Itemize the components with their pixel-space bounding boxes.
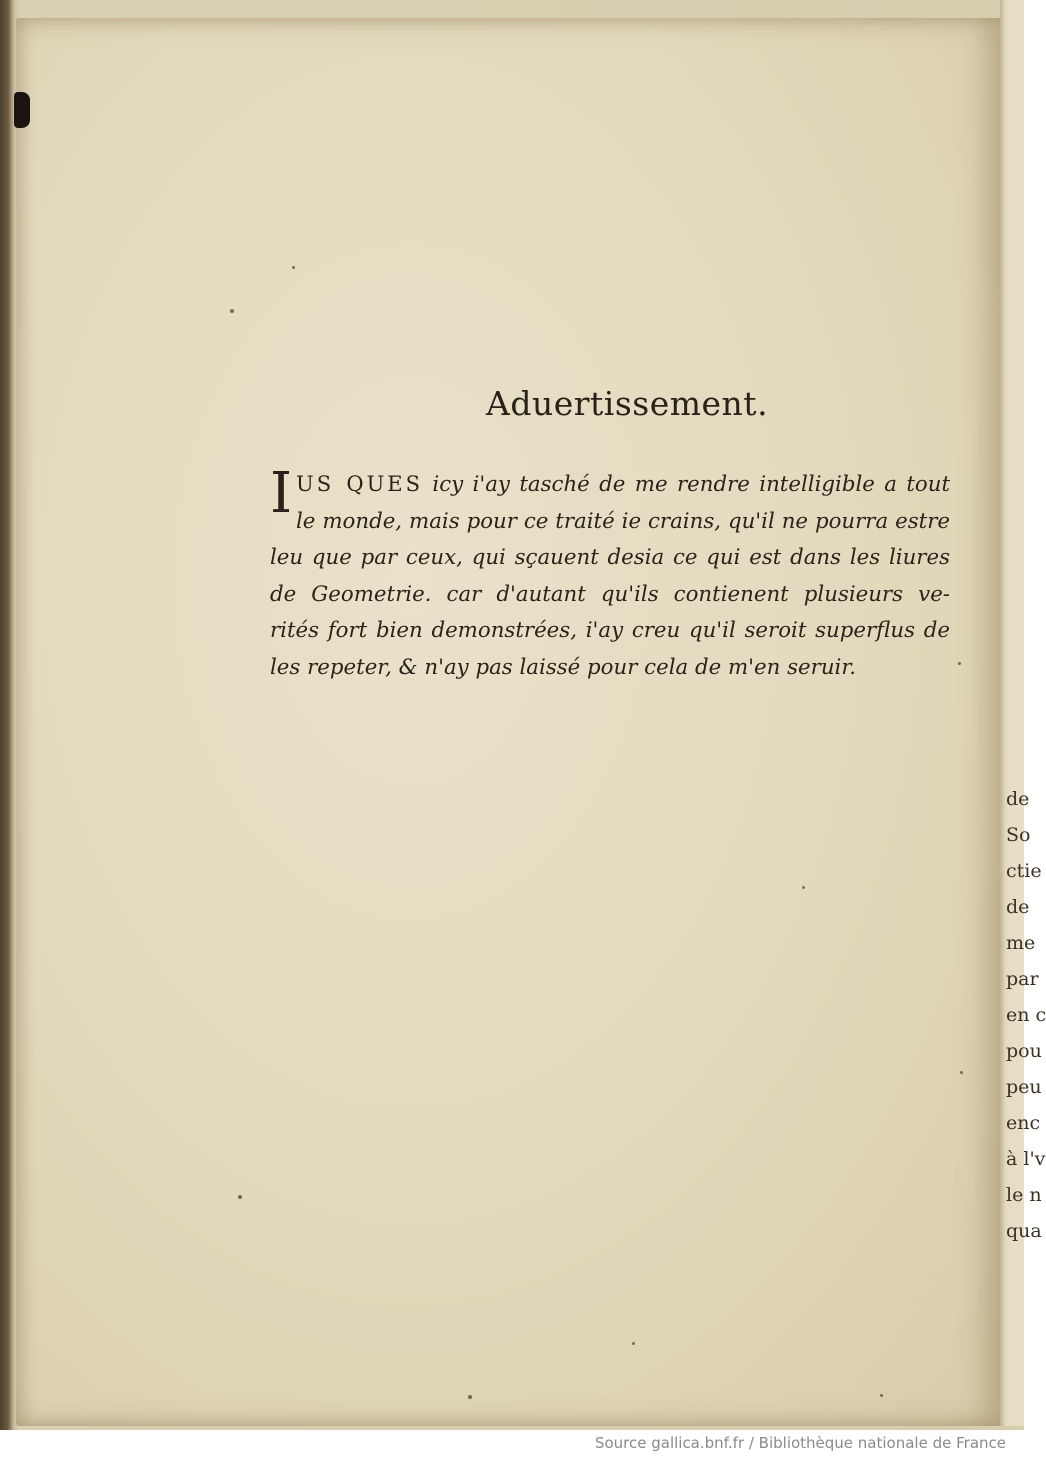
- source-attribution: Source gallica.bnf.fr / Bibliothèque nationale de France: [594, 1434, 1006, 1452]
- body-paragraph: [270, 461, 960, 687]
- text-line: les repeter, & n'ay pas laissé pour cela de m'en seruir.: [270, 654, 856, 680]
- paper-speck: [880, 1394, 883, 1397]
- paper-speck: [230, 309, 234, 313]
- facing-fragment: pou: [1006, 1040, 1042, 1062]
- book-page: [16, 18, 1004, 1426]
- facing-fragment: So: [1006, 824, 1031, 846]
- paper-speck: [802, 886, 805, 889]
- facing-fragment: enc: [1006, 1112, 1041, 1134]
- facing-fragment: qua: [1006, 1220, 1042, 1242]
- facing-fragment: le n: [1006, 1184, 1042, 1206]
- facing-fragment: en c: [1006, 1004, 1046, 1026]
- facing-fragment: de: [1006, 788, 1030, 810]
- facing-fragment: de: [1006, 896, 1030, 918]
- facing-fragment: par: [1006, 968, 1039, 990]
- paper-speck: [632, 1342, 635, 1345]
- drop-capital: I: [270, 461, 293, 526]
- facing-page-edge: [1000, 0, 1046, 1426]
- page-heading: Aduertissement.: [486, 384, 769, 423]
- facing-fragment: me: [1006, 932, 1036, 954]
- facing-fragment: à l'v: [1006, 1148, 1046, 1170]
- text-line: rités fort bien demonstrées, i'ay creu qu'il seroit superflus de: [270, 618, 950, 644]
- text-line: de Geometrie. car d'autant qu'ils contienent plusieurs ve-: [270, 581, 950, 607]
- paper-speck: [960, 1071, 963, 1074]
- text-line: [270, 466, 950, 504]
- paper-speck: [468, 1395, 472, 1399]
- binding-thread-mark: [14, 92, 30, 128]
- text-line: leu que par ceux, qui sçauent desia ce qui est dans les liures: [270, 545, 950, 571]
- paper-speck: [958, 662, 961, 665]
- text-line-content: icy i'ay tasché de me rendre intelligible a tout: [432, 472, 951, 497]
- facing-fragment: peu: [1006, 1076, 1042, 1098]
- text-line: le monde, mais pour ce traité ie crains, qu'il ne pourra estre: [296, 508, 950, 534]
- paper-speck: [292, 266, 295, 269]
- paper-speck: [238, 1195, 242, 1199]
- facing-fragment: ctie: [1006, 860, 1042, 882]
- opening-smallcaps: US QUES: [296, 472, 424, 496]
